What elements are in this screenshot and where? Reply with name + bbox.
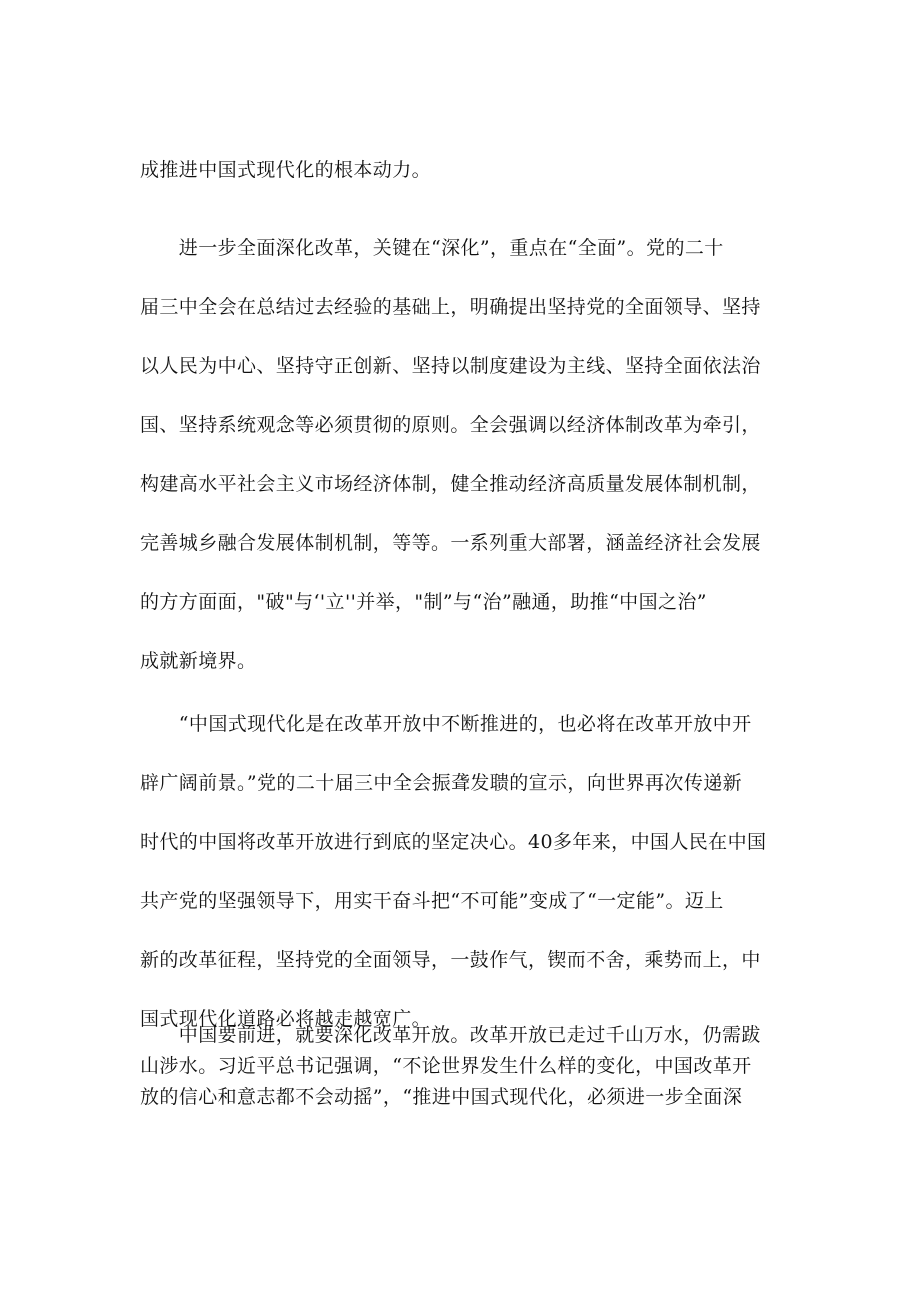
paragraph-1 (140, 141, 800, 200)
text-line: 山涉水。习近平总书记强调，“不论世界发生什么样的变化，中国改革开 (140, 1055, 752, 1077)
text-line: 中国要前进，就要深化改革开放。改革开放已走过千山万水，仍需跋 (140, 1024, 761, 1046)
text-line: 进一步全面深化改革，关键在“深化”，重点在“全面”。党的二十 (140, 237, 724, 259)
text-line: 以人民为中心、坚持守正创新、坚持以制度建设为主线、坚持全面依法治 (140, 355, 761, 377)
text-line: 成就新境界。 (140, 650, 257, 672)
paragraph-2 (140, 219, 800, 691)
text-line: 成推进中国式现代化的根本动力。 (140, 159, 432, 181)
text-line: 辟广阔前景。”党的二十届三中全会振聋发聩的宣示，向世界再次传递新 (140, 772, 743, 794)
text-line: 共产党的坚强领导下，用实干奋斗把“不可能”变成了“一定能”。迈上 (140, 890, 724, 912)
text-line: 完善城乡融合发展体制机制，等等。一系列重大部署，涵盖经济社会发展 (140, 532, 761, 554)
paragraph-4 (140, 1020, 800, 1113)
text-line: 国、坚持系统观念等必须贯彻的原则。全会强调以经济体制改革为牵引， (140, 414, 761, 436)
text-line: 届三中全会在总结过去经验的基础上，明确提出坚持党的全面领导、坚持 (140, 296, 761, 318)
text-line: 时代的中国将改革开放进行到底的坚定决心。40多年来，中国人民在中国 (140, 831, 767, 853)
text-line: “中国式现代化是在改革开放中不断推进的，也必将在改革开放中开 (140, 713, 752, 735)
text-line: 国式现代化道路必将越走越宽广。 (140, 1008, 432, 1030)
text-line: 的方方面面，"破"与‘'立''并举，"制”与“治”融通，助推“中国之治” (140, 591, 707, 613)
text-line: 构建高水平社会主义市场经济体制，健全推动经济高质量发展体制机制， (140, 473, 761, 495)
text-line: 新的改革征程，坚持党的全面领导，一鼓作气，锲而不舍，乘势而上，中 (140, 949, 761, 971)
paragraph-3 (140, 695, 800, 1049)
text-line: 放的信心和意志都不会动摇”，“推进中国式现代化，必须进一步全面深 (140, 1086, 743, 1108)
